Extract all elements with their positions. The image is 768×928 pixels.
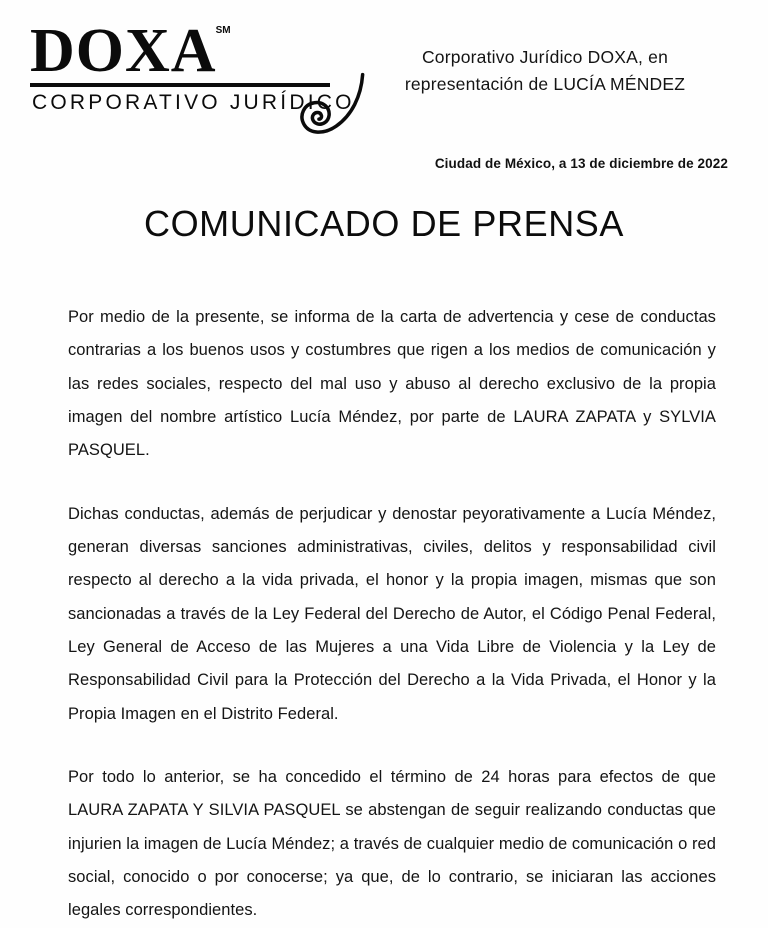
logo-wordmark-text: DOXA: [30, 17, 217, 85]
doxa-logo: [22, 18, 362, 115]
logo-subtitle: CORPORATIVO JURÍDICO: [32, 90, 355, 114]
paragraph: Por medio de la presente, se informa de la carta de advertencia y cese de conductas contrarias a los buenos usos y costumbres que rigen a los medios de comunicación y las redes sociales, respecto del mal uso y abuso al derecho exclusivo de la propia imagen del nombre artístico Lucía Méndez, por parte de LAURA ZAPATA y SYLVIA PASQUEL.: [68, 308, 716, 460]
logo-trademark-mark: SM: [215, 25, 231, 36]
document-header: [0, 0, 768, 150]
paragraph: Dichas conductas, además de perjudicar y denostar peyorativamente a Lucía Méndez, generan diversas sanciones administrativas, civiles, delitos y responsabilidad civil respecto al derecho a la vida privada, el honor y la propia imagen, mismas que son sancionadas a través de la Ley Federal del Derecho de Autor, el Código Penal Federal, Ley General de Acceso de las Mujeres a una Vida Libre de Violencia y la Ley de Responsabilidad Civil para la Protección del Derecho a la Vida Privada, el Honor y la Propia Imagen en el Distrito Federal.: [68, 504, 716, 723]
spiral-swirl-icon: [294, 70, 372, 148]
header-line-2: representación de LUCÍA MÉNDEZ: [404, 74, 686, 95]
paragraph: Por todo lo anterior, se ha concedido el término de 24 horas para efectos de que LAURA ZAPATA Y SILVIA PASQUEL se abstengan de seguir realizando conductas que injurien la imagen de Lucía Méndez; a través de cualquier medio de comunicación o red social, conocido o por conocerse; ya que, de lo contrario, se iniciaran las acciones legales correspondientes.: [68, 767, 716, 920]
date-line: Ciudad de México, a 13 de diciembre de 2022: [434, 156, 728, 171]
logo-wordmark: [30, 17, 231, 85]
document-body: [0, 245, 768, 928]
header-line-1: Corporativo Jurídico DOXA, en: [421, 47, 669, 67]
header-representation-text: [362, 18, 728, 98]
page-title: COMUNICADO DE PRENSA: [143, 203, 625, 244]
